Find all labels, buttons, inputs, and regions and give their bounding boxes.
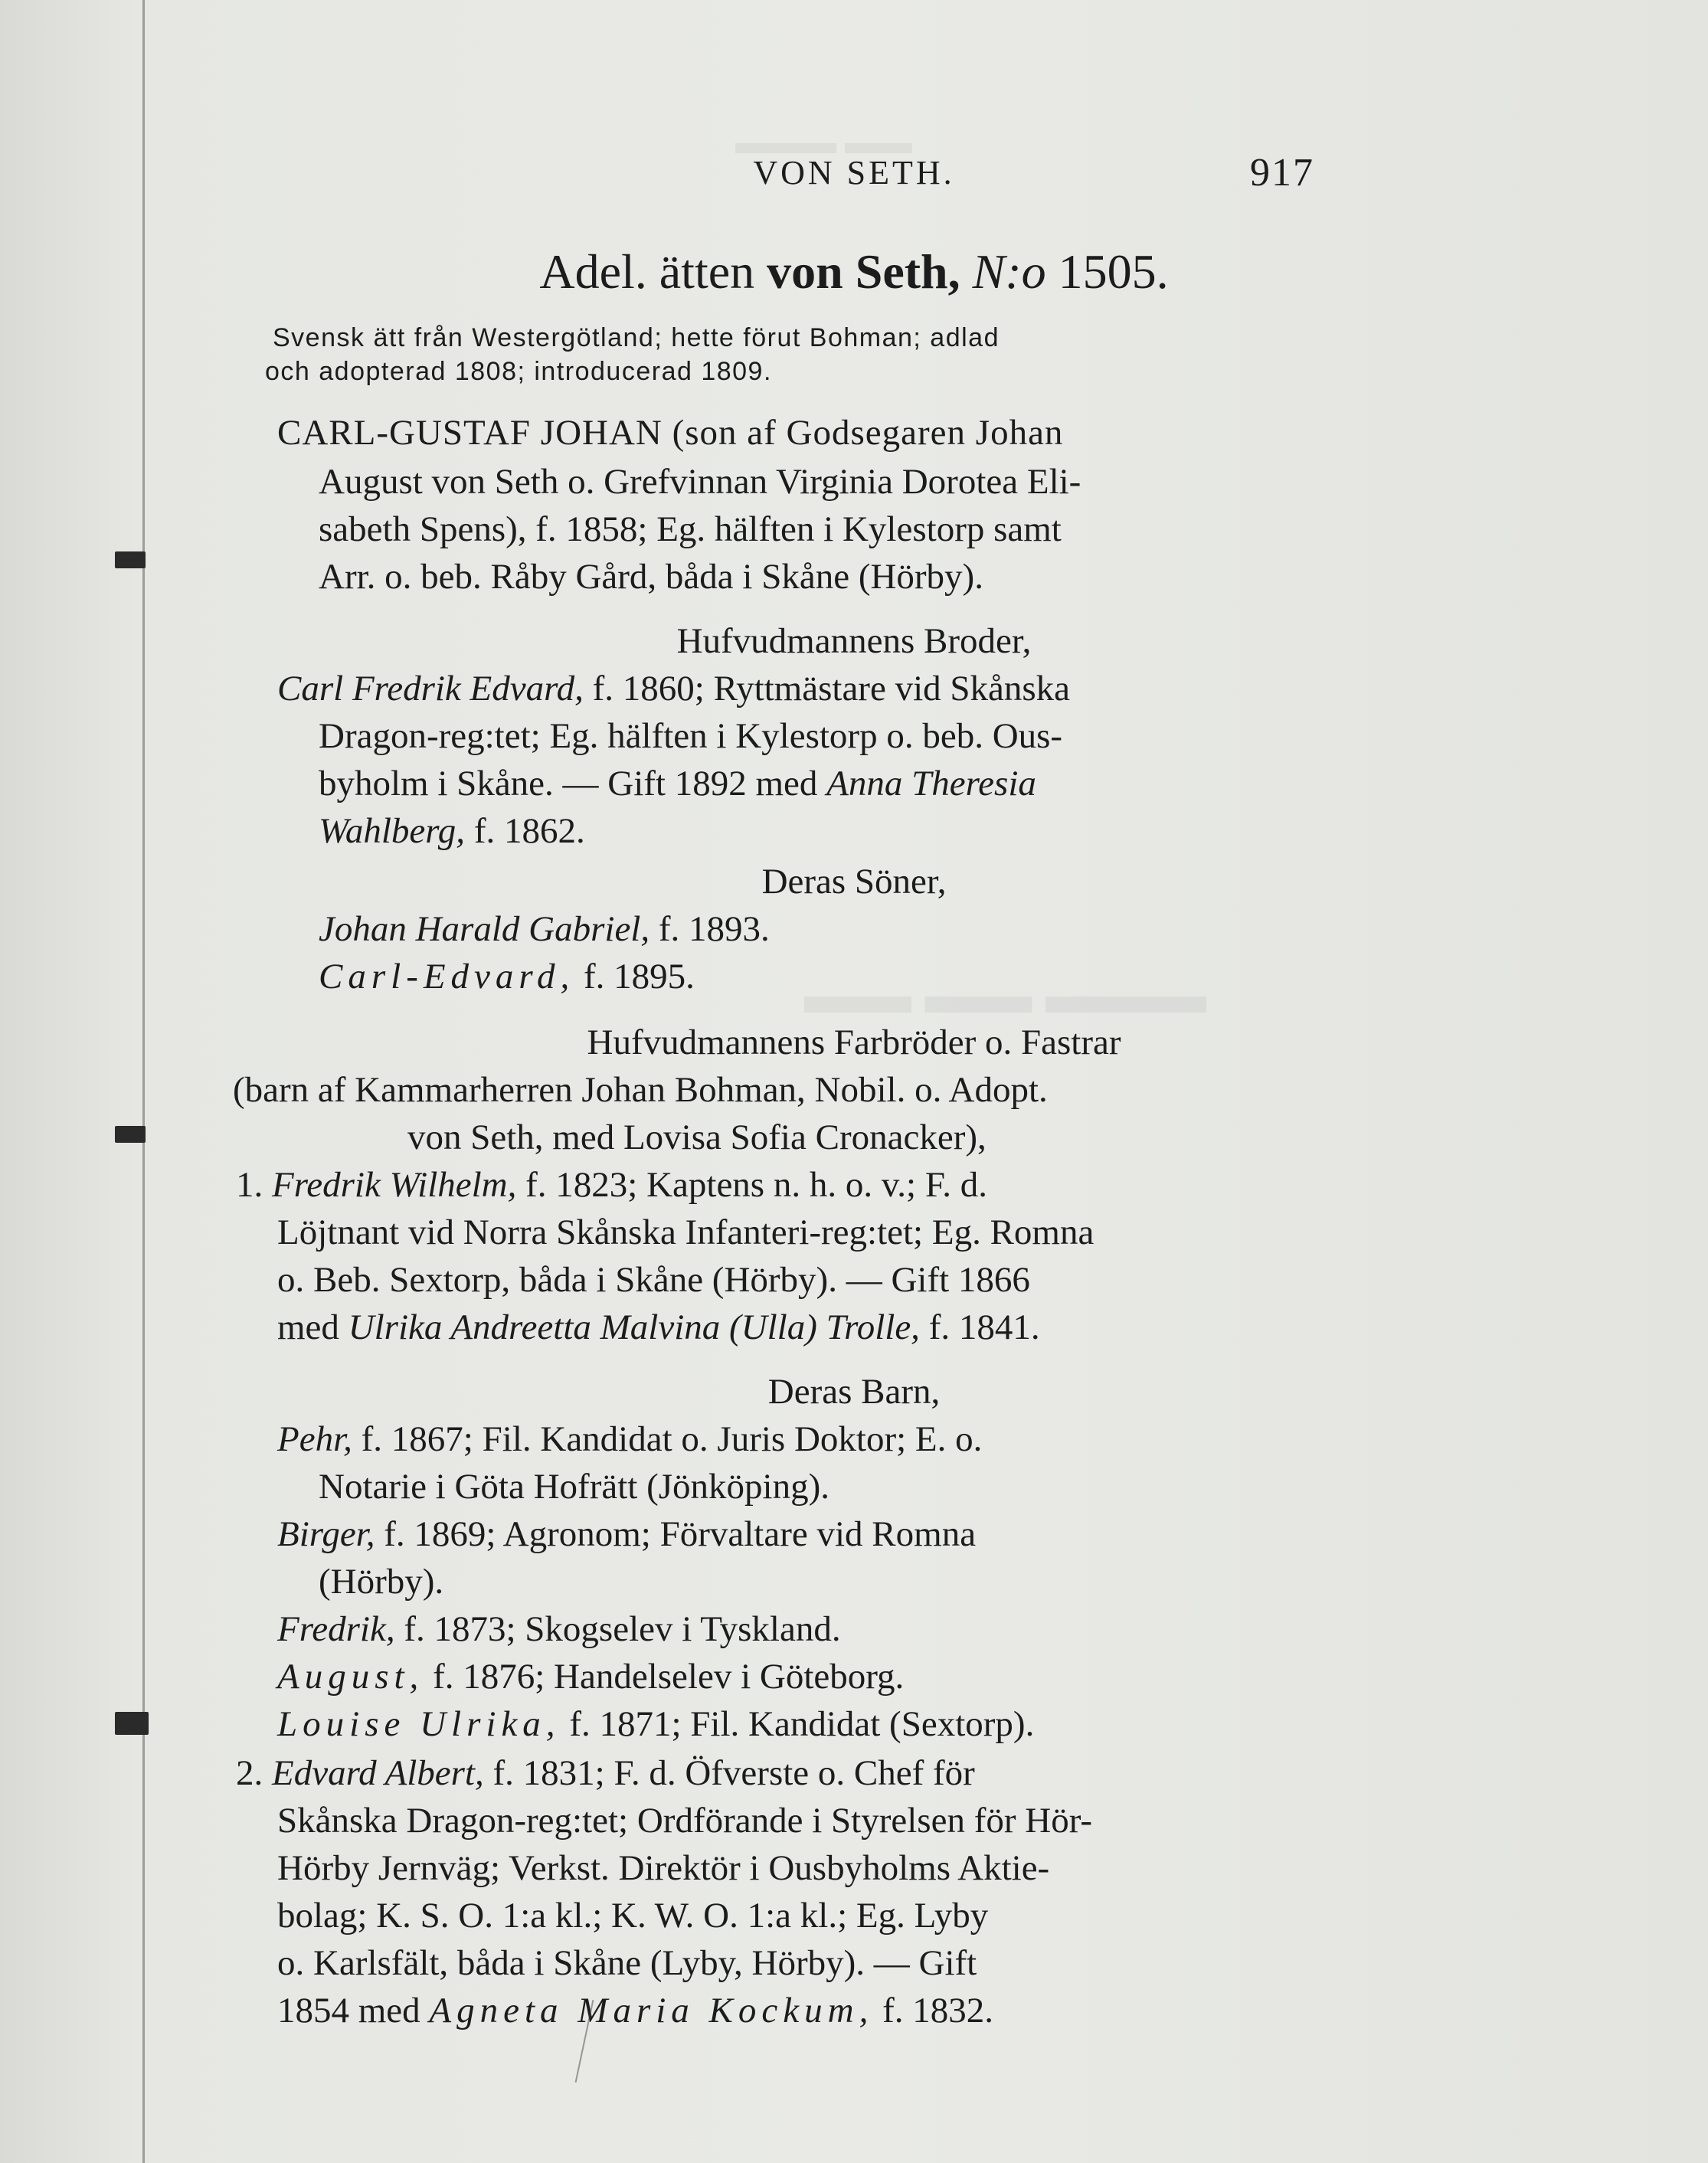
text-segment: med	[277, 1307, 348, 1347]
text-segment: f. 1832.	[873, 1991, 993, 2030]
person-name: Pehr,	[277, 1419, 352, 1459]
entry-line: o. Beb. Sextorp, båda i Skåne (Hörby). — Gift 1866	[277, 1260, 1030, 1300]
head-line: Arr. o. beb. Råby Gård, båda i Skåne (Hörby).	[319, 557, 983, 597]
section-heading: Deras Söner,	[761, 862, 947, 902]
child-line: (Hörby).	[319, 1562, 444, 1602]
text-segment: f. 1841.	[919, 1307, 1040, 1347]
entry-line: Hörby Jernväg; Verkst. Direktör i Ousbyholms Aktie-	[277, 1848, 1050, 1888]
person-name: Birger,	[277, 1514, 375, 1554]
person-name: Louise Ulrika,	[277, 1704, 561, 1744]
brother-line	[319, 810, 585, 852]
head-line: CARL-GUSTAF JOHAN (son af Godsegaren Johan	[277, 413, 1064, 453]
running-header: VON SETH.	[753, 154, 955, 191]
text-segment: 1854 med	[277, 1991, 430, 2030]
person-name: August,	[277, 1657, 424, 1697]
title-number-label: N:o	[960, 244, 1046, 299]
person-name: Wahlberg,	[319, 811, 466, 851]
text-segment: f. 1876; Handelselev i Göteborg.	[424, 1657, 905, 1697]
child-line	[277, 1703, 1034, 1745]
text-segment: byholm i Skåne. — Gift 1892 med	[319, 764, 827, 803]
brother-line: Dragon-reg:tet; Eg. hälften i Kylestorp o. beb. Ous-	[319, 716, 1063, 756]
entry-line: bolag; K. S. O. 1:a kl.; K. W. O. 1:a kl.; Eg. Lyby	[277, 1896, 989, 1936]
text-segment: f. 1862.	[465, 811, 585, 851]
person-name: Johan Harald Gabriel,	[319, 909, 650, 949]
text-segment: f. 1893.	[649, 909, 770, 949]
child-line	[277, 1656, 904, 1697]
uncles-line: (barn af Kammarherren Johan Bohman, Nobil. o. Adopt.	[233, 1070, 1048, 1110]
margin-mark	[115, 1712, 149, 1735]
title-family-name: von Seth,	[767, 244, 960, 299]
intro-line: och adopterad 1808; introducerad 1809.	[265, 357, 772, 386]
person-name: Carl-Edvard,	[319, 957, 575, 996]
person-name: Edvard Albert,	[272, 1753, 484, 1793]
head-line: sabeth Spens), f. 1858; Eg. hälften i Kylestorp samt	[319, 509, 1062, 549]
child-line	[277, 1419, 982, 1460]
text-segment: f. 1867; Fil. Kandidat o. Juris Doktor; E. o.	[352, 1419, 983, 1459]
person-name: Carl Fredrik Edvard,	[277, 669, 584, 708]
text-segment: f. 1873; Skogselev i Tyskland.	[394, 1609, 841, 1649]
text-segment: f. 1831; F. d. Öfverste o. Chef för	[483, 1753, 975, 1793]
text-segment: f. 1860; Ryttmästare vid Skånska	[583, 669, 1071, 708]
margin-mark	[115, 551, 146, 568]
margin-mark	[115, 1126, 146, 1143]
entry-line	[236, 1164, 987, 1206]
uncles-line: von Seth, med Lovisa Sofia Cronacker),	[407, 1117, 987, 1157]
person-name: Fredrik,	[277, 1609, 395, 1649]
text-segment: f. 1871; Fil. Kandidat (Sextorp).	[560, 1704, 1035, 1744]
section-heading: Hufvudmannens Farbröder o. Fastrar	[587, 1023, 1121, 1062]
page-number: 917	[1250, 151, 1314, 195]
entry-number: 2.	[236, 1753, 263, 1793]
son-line	[319, 956, 695, 997]
title-part: Adel. ätten	[539, 244, 767, 299]
brother-line	[319, 763, 1036, 804]
text-segment: f. 1869; Agronom; Förvaltare vid Romna	[375, 1514, 977, 1554]
head-line: August von Seth o. Grefvinnan Virginia Dorotea Eli-	[319, 462, 1081, 502]
entry-line	[236, 1752, 975, 1794]
main-title	[0, 244, 1708, 300]
bleed-through: ▬▬ ▬▬▬	[735, 123, 912, 161]
section-heading: Deras Barn,	[767, 1372, 941, 1412]
person-name: Agneta Maria Kockum,	[429, 1991, 874, 2030]
binding-line	[142, 0, 145, 2163]
title-number: 1505.	[1045, 244, 1169, 299]
entry-line	[277, 1307, 1040, 1348]
brother-line	[277, 668, 1070, 709]
entry-line: o. Karlsfält, båda i Skåne (Lyby, Hörby). — Gift	[277, 1943, 977, 1983]
intro-line: Svensk ätt från Westergötland; hette förut Bohman; adlad	[273, 323, 1000, 352]
text-segment: f. 1823; Kaptens n. h. o. v.; F. d.	[516, 1165, 987, 1205]
text-segment: f. 1895.	[574, 957, 695, 996]
entry-number: 1.	[236, 1165, 263, 1205]
child-line: Notarie i Göta Hofrätt (Jönköping).	[319, 1467, 829, 1507]
section-heading: Hufvudmannens Broder,	[676, 621, 1032, 661]
entry-line: Löjtnant vid Norra Skånska Infanteri-reg:tet; Eg. Romna	[277, 1212, 1094, 1252]
son-line	[319, 908, 770, 950]
child-line	[277, 1513, 976, 1555]
entry-line: Skånska Dragon-reg:tet; Ordförande i Styrelsen för Hör-	[277, 1801, 1093, 1841]
child-line	[277, 1608, 841, 1650]
entry-line	[277, 1990, 993, 2031]
person-name: Anna Theresia	[826, 764, 1036, 803]
bleed-through: ▬▬▬ ▬▬ ▬▬	[804, 966, 1206, 1025]
person-name: Fredrik Wilhelm,	[272, 1165, 517, 1205]
person-name: Ulrika Andreetta Malvina (Ulla) Trolle,	[348, 1307, 920, 1347]
